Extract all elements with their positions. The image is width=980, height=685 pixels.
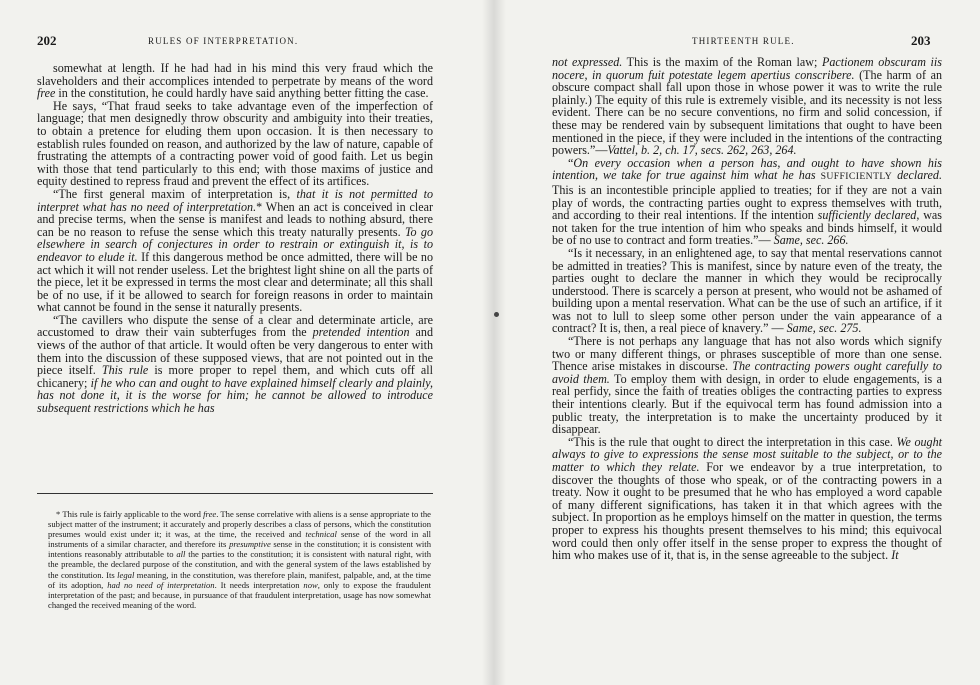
text-run: and views of the author of that article. It would often be very dangerous to enter with them into the discussion of these supposed views, that are not pointed out in the piece itself. bbox=[37, 325, 433, 378]
right-page bbox=[490, 0, 980, 685]
text-run: “ bbox=[568, 155, 574, 170]
text-run: To employ them with design, in order to elude engagements, is a real perfidy, since the faith of treaties obliges the contracting parties to express their intentions clearly. But if the equivocal term has found admission into a public treaty, the interpretation is to make the uncertainty produced by it disappear. bbox=[552, 371, 942, 437]
italic-run: The contracting powers ought carefully to avoid them. bbox=[552, 359, 942, 386]
paragraph bbox=[552, 335, 942, 436]
italic-run: This rule bbox=[101, 363, 149, 378]
italic-run: technical bbox=[305, 529, 337, 540]
left-footnote bbox=[48, 509, 431, 610]
text-run: “Is it necessary, in an enlightened age, to say that mental reservations cannot be admitted in treaties? This is manifest, since by nature even of the treaty, the parties ought to declare the manner in which they would be reciprocally understood. There is scarcely a person at present, who would not be ashamed of building upon a mental reservation. What can be the use of such an artifice, if it was not to lull to sleep some other person under the vain appearance of a contract? It is, then, a real piece of knavery.” — bbox=[552, 245, 942, 336]
paragraph bbox=[37, 100, 433, 188]
text-run: * This rule is fairly applicable to the word bbox=[56, 509, 204, 519]
text-run: somewhat at length. If he had had in his mind this very fraud which the slaveholders and their accomplices intended to perpetrate by means of the word bbox=[37, 61, 433, 88]
italic-run: had no need of interpretation bbox=[107, 579, 215, 590]
italic-run: that it is not permitted to interpret what has no need of interpretation. bbox=[37, 186, 433, 214]
text-run: the parties to the constitution; it is consistent with natural right, with the preamble, the declared purpose of the constitution, and with the general system of the laws established by the constitution. Its bbox=[48, 549, 431, 580]
text-run: sense of the word in all instruments of a similar character, and therefore its bbox=[48, 529, 431, 550]
italic-run: pretended intention bbox=[312, 325, 410, 340]
italic-run: now bbox=[303, 579, 318, 590]
paragraph bbox=[37, 62, 433, 100]
italic-run: free bbox=[37, 86, 56, 101]
left-body-text bbox=[37, 62, 433, 415]
paragraph bbox=[37, 314, 433, 415]
text-run: If this dangerous method be once admitted, there will be no act which it will not render useless. Let the brightest light shine on all the parts of the piece, let it be expressed in terms the most clear and determinate; all this shall be of no use, if it be allowed to search for foreign reasons in order to maintain what cannot be found in the sense it naturally presents. bbox=[37, 249, 433, 315]
text-run: . It needs interpretation bbox=[214, 579, 304, 590]
text-run: This is the maxim of the Roman law; bbox=[622, 55, 822, 69]
paragraph bbox=[37, 188, 433, 314]
small-caps-run: SUFFICIENTLY bbox=[820, 171, 893, 183]
text-run: “The first general maxim of interpretation is, bbox=[53, 186, 297, 201]
text-run: This is an incontestible principle applied to treaties; for if they are not a vain play of words, the contracting parties ought to express themselves with truth, and according to their real intentions. If the intention bbox=[552, 182, 942, 223]
italic-run: if he who can and ought to have explained himself clearly and plainly, has not done it, it is the worse for him; he cannot be allowed to introduce subsequent restrictions which he has bbox=[37, 375, 433, 416]
italic-run: Pactionem obscuram iis nocere, in quorum fuit potestate legem apertius conscribere. bbox=[552, 55, 942, 82]
text-run: meaning, in the constitution, was therefore plain, manifest, palpable, and, at the time of its adoption, bbox=[48, 569, 431, 590]
italic-run: not expressed. bbox=[552, 55, 623, 69]
text-run: For we endeavor by a true interpretation, to discover the thoughts of those who speak, or of the contracting powers in a treaty. Now it ought to be presumed that he who has employed a word capable of many different significations, has taken it in that which agrees with the subject. In proportion as he employs himself on the matter in question, the terms proper to express his thoughts present themselves to his mind; this equivocal word could then only offer itself in the sense proper to express the thought of him who makes use of it, that is, in the sense agreeable to the subject. bbox=[552, 460, 943, 563]
italic-run: legal bbox=[117, 569, 135, 580]
right-page-number: 203 bbox=[911, 33, 931, 48]
text-run: “This is the rule that ought to direct the interpretation in this case. bbox=[568, 434, 897, 449]
page-speck bbox=[494, 312, 499, 317]
italic-run: We ought always to give to expressions the sense most suitable to the subject, or to the matter to which they relate. bbox=[552, 434, 942, 474]
right-running-title: THIRTEENTH RULE. bbox=[692, 36, 795, 46]
italic-run: It bbox=[891, 548, 899, 563]
text-run: sense in the constitution; it is consistent with intentions reasonably attributable to bbox=[48, 539, 431, 560]
italic-run: Vattel, b. 2, ch. 17, secs. 262, 263, 264. bbox=[607, 143, 797, 158]
italic-run: sufficiently declared bbox=[817, 208, 917, 223]
italic-run: free bbox=[203, 509, 217, 519]
text-run: “The cavillers who dispute the sense of a clear and determinate article, are accustomed to draw their vain subterfuges from the bbox=[37, 312, 433, 340]
text-run: , was not taken for the true intention of him who speaks and binds himself, it would be of no use to contract and form treaties.”— bbox=[552, 208, 942, 248]
text-run: is more proper to repel them, and which cuts off all chicanery; bbox=[37, 363, 433, 390]
italic-run: all bbox=[176, 549, 186, 560]
italic-run: declared. bbox=[892, 168, 942, 183]
paragraph bbox=[552, 157, 942, 247]
italic-run: On every occasion when a person has, and ought to have shown his intention, we take for true against him what he has bbox=[552, 155, 942, 183]
italic-run: Same, sec. 266. bbox=[773, 233, 849, 248]
paragraph bbox=[552, 247, 942, 335]
text-run: in the constitution, he could hardly have said anything better fitting the case. bbox=[55, 86, 429, 101]
paragraph bbox=[552, 56, 942, 157]
text-run: (The harm of an obscure compact shall fall upon those in whose power it was to write the rule plainly.) The equity of this rule is extremely visible, and its necessity is not less evident. There can be no secure conventions, no firm and solid concession, if these may be rendered vain by subsequent limitations that ought to have been mentioned in the piece, if they were included in the intentions of the contracting powers.”— bbox=[552, 67, 943, 158]
text-run: , only to expose the fraudulent interpretation of the past; and because, in pursuance of that fraudulent interpretation, usage has now somewhat changed the received meaning of the word. bbox=[48, 579, 432, 610]
paragraph bbox=[552, 436, 942, 562]
text-run: “There is not perhaps any language that has not also words which signify two or many different things, or phrases susceptible of more than one sense. Thence arise mistakes in discourse. bbox=[552, 334, 942, 374]
footnote-separator bbox=[37, 493, 433, 494]
text-run: . The sense correlative with aliens is a sense appropriate to the subject matter of the instrument; it accurately and properly describes a class of persons, which the constitution presumes would exist under it; it was, at the time, the received and bbox=[48, 509, 431, 540]
italic-run: presumptive bbox=[229, 539, 271, 550]
text-run: * When an act is conceived in clear and precise terms, when the sense is manifest and leads to nothing absurd, there can be no reason to refuse the sense which this treaty naturally presents. bbox=[37, 199, 433, 239]
italic-run: To go elsewhere in search of conjectures in order to restrain or extinguish it, is to endeavor to elude it. bbox=[37, 224, 433, 264]
left-page-number: 202 bbox=[37, 33, 57, 48]
text-run: He says, “That fraud seeks to take advantage even of the imperfection of language; that men designedly throw obscurity and ambiguity into their treaties, to obtain a pretence for eluding them upon occasion. It is then necessary to establish rules founded on reason, and authorized by the law of nature, capable of frustrating the attempts of a contracting power void of good faith. Let us begin with those that tend particularly to this end; with those maxims of justice and equity destined to repress fraud and prevent the effect of its artifices. bbox=[37, 98, 433, 189]
left-running-title: RULES OF INTERPRETATION. bbox=[148, 36, 299, 46]
italic-run: Same, sec. 275. bbox=[786, 321, 862, 336]
right-body-text bbox=[552, 56, 942, 562]
